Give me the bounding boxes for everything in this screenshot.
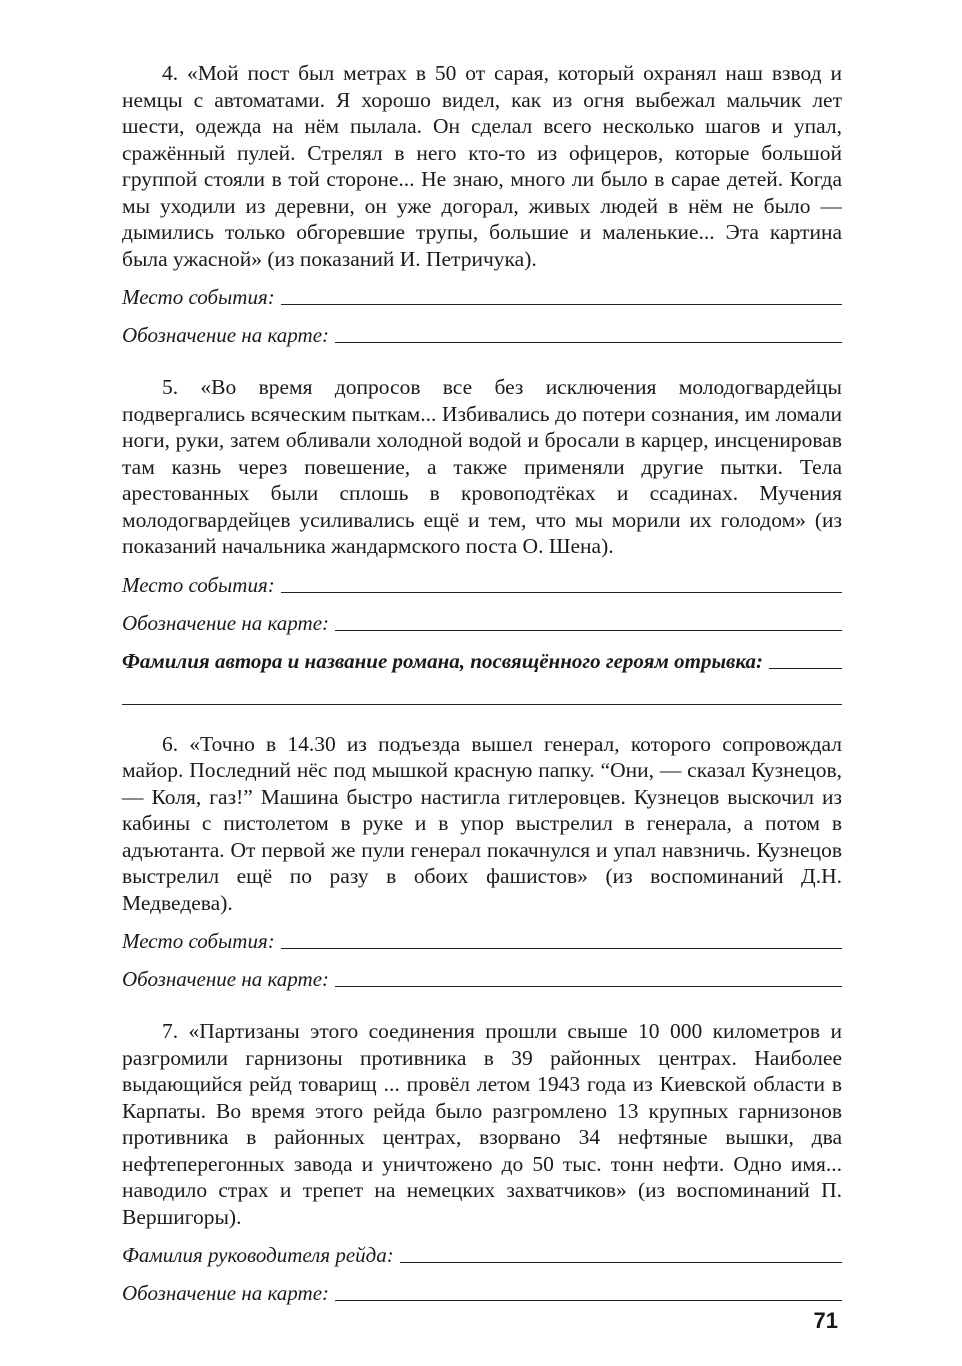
field-label: Обозначение на карте: bbox=[122, 610, 330, 635]
answer-line[interactable] bbox=[335, 986, 842, 987]
answer-line[interactable] bbox=[281, 592, 842, 593]
answer-line-continuation[interactable] bbox=[122, 674, 842, 705]
answer-line[interactable] bbox=[335, 342, 842, 343]
answer-field-map-mark[interactable] bbox=[122, 604, 842, 636]
field-label: Место события: bbox=[122, 929, 275, 953]
quote-text: 7. «Партизаны этого соединения прошли свыше 10 000 километров и разгромили гарнизоны противника в 39 районных центрах. Наиболее выдающийся рейд товарищ ... провёл летом 1943 года из Киевской области в Карпаты. Во время этого рейда было разгромлено 13 крупных гарнизонов противника в районных центрах, взорвано 34 нефтяные вышки, два нефтеперегонных завода и уничтожено до 50 тыс. тонн нефти. Одно имя... наводило страх и трепет на немецких захватчиков» (из воспоминаний П. Вершигоры). bbox=[122, 1019, 842, 1229]
answer-line[interactable] bbox=[281, 304, 842, 305]
answer-line[interactable] bbox=[769, 668, 842, 669]
field-label: Место события: bbox=[122, 572, 275, 597]
answer-field-event-place[interactable] bbox=[122, 566, 842, 598]
answer-line[interactable] bbox=[400, 1262, 842, 1263]
field-label: Фамилия автора и название романа, посвящённого героям отрывка: bbox=[122, 648, 764, 673]
quote-text: 5. «Во время допросов все без исключения молодогвардейцы подвергались всяческим пыткам... Избивались до потери сознания, им ломали ноги, руки, затем обливали холодной водой и бросали в карцер, инсценировав там казнь через повешение, а также применяли другие пытки. Тела арестованных были сплошь в кровоподтёках и ссадинах. Мучения молодогвардейцев усиливались ещё и тем, что мы морили их голодом» (из показаний начальника жандармского поста О. Шена). bbox=[122, 375, 842, 558]
page-number: 71 bbox=[813, 1308, 838, 1333]
field-label: Место события: bbox=[122, 285, 275, 309]
answer-field-map-mark[interactable] bbox=[122, 1274, 842, 1306]
exercise-item-7 bbox=[122, 1018, 842, 1306]
exercise-item-5 bbox=[122, 374, 842, 705]
field-label: Обозначение на карте: bbox=[122, 323, 330, 347]
exercise-item-6 bbox=[122, 731, 842, 993]
exercise-item-4 bbox=[122, 60, 842, 348]
quote-text: 6. «Точно в 14.30 из подъезда вышел генерал, которого сопровождал майор. Последний нёс под мышкой красную папку. “Они, — сказал Кузнецов, — Коля, газ!” Машина быстро настигла гитлеровцев. Кузнецов выскочил из кабины с пистолетом в руке и в упор выстрелил в генерала, а потом в адъютанта. От первой же пули генерал покачнулся и упал навзничь. Кузнецов выстрелил ещё по разу в обоих фашистов» (из воспоминаний Д.Н. Медведева). bbox=[122, 731, 842, 915]
answer-field-event-place[interactable] bbox=[122, 922, 842, 954]
field-label: Фамилия руководителя рейда: bbox=[122, 1243, 394, 1267]
field-label: Обозначение на карте: bbox=[122, 967, 330, 991]
field-label: Обозначение на карте: bbox=[122, 1281, 330, 1305]
answer-line[interactable] bbox=[281, 948, 842, 949]
answer-field-map-mark[interactable] bbox=[122, 960, 842, 992]
answer-field-event-place[interactable] bbox=[122, 278, 842, 310]
answer-line[interactable] bbox=[335, 1300, 842, 1301]
answer-line[interactable] bbox=[335, 630, 842, 631]
answer-field-raid-leader[interactable] bbox=[122, 1236, 842, 1268]
quote-text: 4. «Мой пост был метрах в 50 от сарая, который охранял наш взвод и немцы с автоматами. Я хорошо видел, как из огня выбежал мальчик лет шести, одежда на нём пылала. Он сделал всего несколько шагов и упал, сражённый пулей. Стрелял в него кто-то из офицеров, которые большой группой стояли в той стороне... Не знаю, много ли было в сарае детей. Когда мы уходили из деревни, он уже догорал, живых людей в нём не было — дымились только обгоревшие трупы, большие и маленькие... Эта картина была ужасной» (из показаний И. Петричука). bbox=[122, 61, 842, 271]
answer-field-author-novel[interactable] bbox=[122, 642, 842, 674]
answer-field-map-mark[interactable] bbox=[122, 316, 842, 348]
